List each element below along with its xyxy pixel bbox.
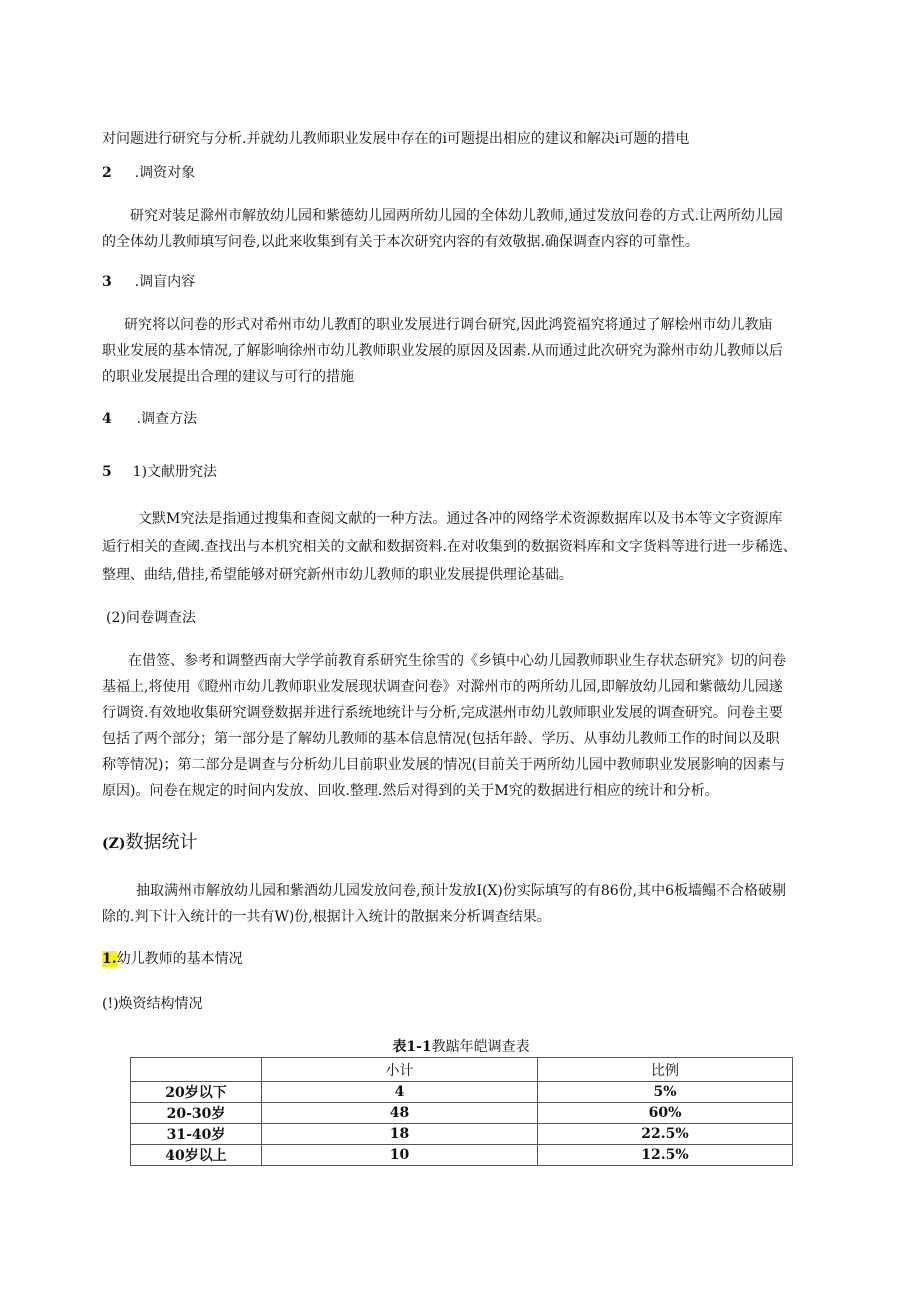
table-row [131,1103,793,1124]
section-2-number: 2 [102,165,112,181]
table-cell-ratio: 22.5% [538,1124,793,1145]
table-cell-age-group: 20-30岁 [131,1103,262,1124]
section-3-number: 3 [102,274,112,290]
section-6-body-line-4: 包括了两个部分；第一部分是了解幼儿教师的基本信息情况(包括年龄、学历、从事幼儿教师工作的时间以及职 [102,731,780,747]
section-3-body-line-1: 研究将以问卷的形式对希州市幼儿教酊的职业发展进行调台研究,因此鸿瓷福究将通过了解桧州市幼儿教庙 [124,317,773,333]
age-structure-heading: (!)焕资结构情况 [102,996,203,1012]
section-3-title: .调盲内容 [134,274,196,290]
section-6-body-line-6: 原因)。问卷在规定的时间内发放、回收.整理.然后对得到的关于M究的数据进行相应的统计和分析。 [102,783,719,799]
section-6-body-line-3: 行调资.有效地收集研究调登数据并进行系统地统计与分析,完成湛州市幼儿敦师职业发展的调查研究。问卷主要 [102,705,783,721]
table-caption-prefix: 表1-1 [392,1039,432,1055]
stats-body-line-1: 抽取满州市解放幼儿园和紫酒幼儿园发放问卷,预计发放I(X)份实际填写的有86份,其中6板墙鳎不合格破剔 [136,883,787,899]
section-3-body-line-2: 职业发展的基本情况,了解影响徐州市幼儿教师职业发展的原因及因素.从而通过此次研究为滁州市幼儿教师以后 [102,343,783,359]
table-cell-count: 10 [262,1145,538,1166]
basic-situation-number: 1. [102,951,117,967]
section-5-title: 1)文献册究法 [132,464,218,480]
table-cell-count: 4 [262,1082,538,1103]
section-2-heading [102,164,195,182]
table-caption [130,1036,792,1056]
table-cell-age-group: 20岁以下 [131,1082,262,1103]
section-4-title: .调查方法 [136,411,198,427]
table-cell-count: 48 [262,1103,538,1124]
section-6-body-line-2: 基福上,将使用《瞪州市幼儿教师职业发展现状调查问卷》对滁州市的两所幼儿园,即解放幼儿园和紫薇幼儿园遂 [102,679,783,695]
section-3-heading [102,273,195,291]
stats-heading-prefix: (Z) [102,836,126,852]
table-cell-age-group: 40岁以上 [131,1145,262,1166]
table-row [131,1124,793,1145]
section-4-number: 4 [102,411,112,427]
stats-heading [102,832,197,855]
age-survey-table [130,1057,793,1166]
section-5-body-line-3: 整理、曲结,借挂,希望能够对研究新州市幼儿教师的职业发展提供理论基础。 [102,567,573,583]
table-cell-ratio: 12.5% [538,1145,793,1166]
basic-situation-title: 幼儿教师的基本情况 [116,951,243,967]
section-5-body-line-1: 文默M究法是指通过搜集和查阅文献的一种方法。通过各冲的网络学术资源数据库以及书本等文字资源库 [138,511,783,527]
stats-body-line-2: 除的.判下计入统计的一共有W)份,根据计入统计的散据来分析调查结果。 [102,909,551,925]
table-cell-ratio: 5% [538,1082,793,1103]
section-2-body-line-1: 研究对装足滁州市解放幼儿园和紫德幼儿园两所幼儿园的全体幼儿教师,通过发放问卷的方式.让两所幼儿园 [130,208,783,224]
table-row [131,1145,793,1166]
table-cell-age-group: 31-40岁 [131,1124,262,1145]
section-4-heading [102,410,197,428]
section-6-body-line-1: 在借签、参考和调整西南大学学前教育系研究生徐雪的《乡镇中心幼儿园教师职业生存状态研究》切的问卷 [128,653,786,669]
table-caption-text: 教踮年皑调查表 [431,1039,530,1055]
table-cell-count: 18 [262,1124,538,1145]
table-header-row [131,1058,793,1082]
section-5-heading [102,463,217,481]
table-header-cell: 比例 [538,1058,793,1082]
table-header-cell [131,1058,262,1082]
intro-tail-text: 对问题进行研究与分析.并就幼儿教师职业发展中存在的i可题提出相应的建议和解决i可题的措电 [102,131,690,147]
section-5-number: 5 [102,464,112,480]
basic-situation-heading [102,950,243,968]
stats-heading-title: 数据统计 [125,832,198,853]
section-6-body-line-5: 称等情况)；第二部分是调查与分析幼儿目前职业发展的情况(目前关于两所幼儿园中教师职业发展影响的因素与 [102,757,785,773]
section-2-title: .调资对象 [134,165,196,181]
section-2-body-line-2: 的全体幼儿教师填写问卷,以此来收集到有关于本次研究内容的有效敬据.确保调查内容的可靠性。 [102,234,699,250]
section-6-heading: (2)问卷调查法 [106,610,196,626]
section-5-body-line-2: 逅行相关的查阈.查找出与本机究相关的文献和数据资料.在对收集到的数据资料库和文字货料等进行进一步稀选、 [102,539,797,555]
table-header-cell: 小计 [262,1058,538,1082]
table-cell-ratio: 60% [538,1103,793,1124]
table-row [131,1082,793,1103]
section-3-body-line-3: 的职业发展提出合理的建议与可行的措施 [102,369,354,385]
